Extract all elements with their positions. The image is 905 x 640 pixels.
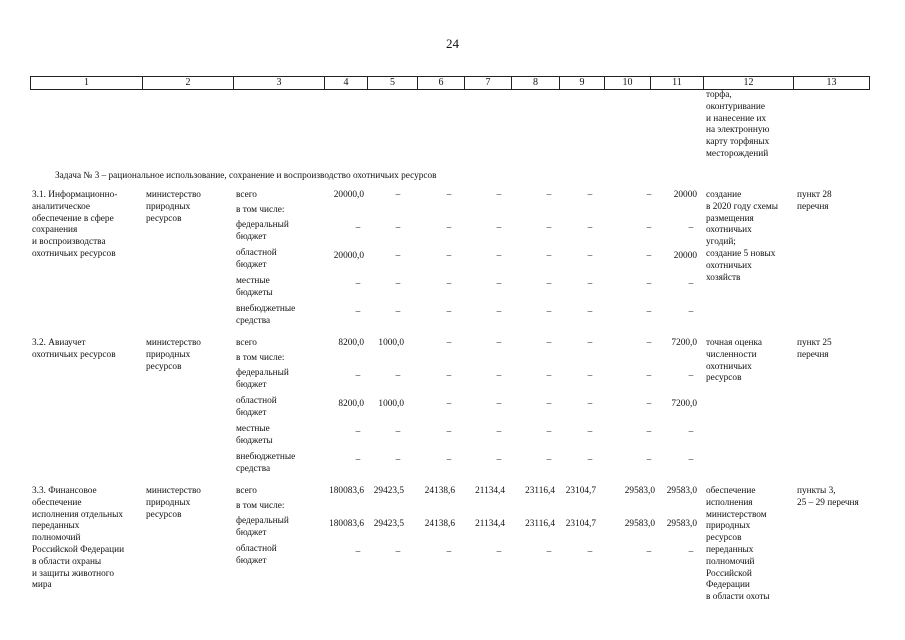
value-cell: – bbox=[646, 338, 652, 348]
section-reference: пункты 3, 25 – 29 перечня bbox=[797, 486, 859, 508]
value-cell: – bbox=[355, 455, 361, 465]
table-header bbox=[30, 76, 870, 90]
value-cell: – bbox=[646, 547, 652, 557]
value-cell: 20000,0 bbox=[333, 190, 364, 200]
value-cell: – bbox=[587, 399, 593, 409]
value-cell: – bbox=[646, 251, 652, 261]
section-name: 3.3. Финансовое обеспечение исполнения отдельных переданных полномочий Российской Федерации в области охраны и защиты животного мира bbox=[32, 486, 125, 591]
value-cell: 1000,0 bbox=[378, 338, 404, 348]
section-result: обеспечение исполнения министерством природных ресурсов переданных полномочий Российской Федерации в области охоты bbox=[706, 486, 770, 603]
row-label-extra: внебюджетные средства bbox=[236, 452, 296, 474]
value-cell: 29583,0 bbox=[624, 486, 655, 496]
value-cell: – bbox=[446, 427, 452, 437]
value-cell: – bbox=[688, 455, 694, 465]
row-label-local: местные бюджеты bbox=[236, 424, 273, 446]
value-cell: – bbox=[446, 338, 452, 348]
value-cell: – bbox=[546, 279, 552, 289]
value-cell: 20000 bbox=[673, 251, 697, 261]
value-cell: – bbox=[646, 399, 652, 409]
value-cell: – bbox=[688, 223, 694, 233]
value-cell: – bbox=[496, 279, 502, 289]
value-cell: – bbox=[646, 455, 652, 465]
value-cell: 24138,6 bbox=[424, 486, 455, 496]
row-label-including: в том числе: bbox=[236, 205, 285, 215]
value-cell: – bbox=[446, 455, 452, 465]
value-cell: 20000 bbox=[673, 190, 697, 200]
value-cell: – bbox=[587, 279, 593, 289]
value-cell: – bbox=[355, 427, 361, 437]
header-col-13: 13 bbox=[793, 77, 869, 89]
header-col-9: 9 bbox=[559, 77, 604, 89]
value-cell: – bbox=[496, 338, 502, 348]
value-cell: – bbox=[355, 223, 361, 233]
value-cell: – bbox=[646, 190, 652, 200]
row-label-regional: областной бюджет bbox=[236, 544, 277, 566]
value-cell: – bbox=[587, 251, 593, 261]
header-col-3: 3 bbox=[233, 77, 324, 89]
value-cell: – bbox=[688, 279, 694, 289]
header-col-1: 1 bbox=[84, 77, 89, 88]
header-col-4: 4 bbox=[324, 77, 367, 89]
header-col-11: 11 bbox=[650, 77, 703, 89]
value-cell: 23116,4 bbox=[525, 519, 555, 529]
section-name: 3.2. Авиаучет охотничьих ресурсов bbox=[32, 338, 116, 360]
value-cell: 1000,0 bbox=[378, 399, 404, 409]
header-col-10: 10 bbox=[604, 77, 650, 89]
value-cell: – bbox=[395, 190, 401, 200]
value-cell: 29583,0 bbox=[624, 519, 655, 529]
value-cell: – bbox=[646, 279, 652, 289]
continued-text: торфа, оконтуривание и нанесение их на электронную карту торфяных месторождений bbox=[706, 90, 770, 159]
header-col-6: 6 bbox=[417, 77, 464, 89]
row-label-federal: федеральный бюджет bbox=[236, 368, 289, 390]
section-reference: пункт 28 перечня bbox=[797, 190, 832, 212]
value-cell: – bbox=[546, 307, 552, 317]
value-cell: – bbox=[446, 223, 452, 233]
section-result: создание в 2020 году схемы размещения охотничьих угодий; создание 5 новых охотничьих хозяйств bbox=[706, 190, 778, 283]
value-cell: – bbox=[546, 455, 552, 465]
header-col-2: 2 bbox=[142, 77, 233, 89]
value-cell: 21134,4 bbox=[475, 486, 505, 496]
value-cell: – bbox=[688, 307, 694, 317]
value-cell: – bbox=[646, 307, 652, 317]
value-cell: – bbox=[688, 371, 694, 381]
value-cell: – bbox=[446, 190, 452, 200]
value-cell: – bbox=[587, 427, 593, 437]
value-cell: – bbox=[546, 223, 552, 233]
value-cell: – bbox=[496, 371, 502, 381]
task-title: Задача № 3 – рациональное использование, сохранение и воспроизводство охотничьих ресурсов bbox=[55, 171, 437, 181]
value-cell: – bbox=[496, 251, 502, 261]
section-executor: министерство природных ресурсов bbox=[146, 486, 201, 520]
value-cell: 8200,0 bbox=[338, 338, 364, 348]
value-cell: 29583,0 bbox=[666, 486, 697, 496]
value-cell: – bbox=[646, 223, 652, 233]
value-cell: 7200,0 bbox=[671, 338, 697, 348]
value-cell: – bbox=[395, 251, 401, 261]
value-cell: – bbox=[688, 427, 694, 437]
value-cell: – bbox=[496, 547, 502, 557]
value-cell: – bbox=[446, 279, 452, 289]
value-cell: – bbox=[546, 251, 552, 261]
value-cell: – bbox=[395, 223, 401, 233]
header-col-5: 5 bbox=[367, 77, 417, 89]
row-label-total: всего bbox=[236, 338, 257, 348]
value-cell: 180083,6 bbox=[329, 486, 364, 496]
value-cell: – bbox=[546, 371, 552, 381]
value-cell: 180083,6 bbox=[329, 519, 364, 529]
value-cell: – bbox=[546, 399, 552, 409]
row-label-regional: областной бюджет bbox=[236, 248, 277, 270]
value-cell: 29423,5 bbox=[373, 519, 404, 529]
row-label-total: всего bbox=[236, 486, 257, 496]
header-col-8: 8 bbox=[511, 77, 559, 89]
value-cell: 8200,0 bbox=[338, 399, 364, 409]
value-cell: 23104,7 bbox=[565, 486, 596, 496]
value-cell: – bbox=[395, 547, 401, 557]
value-cell: – bbox=[496, 223, 502, 233]
row-label-including: в том числе: bbox=[236, 501, 285, 511]
value-cell: – bbox=[496, 190, 502, 200]
value-cell: – bbox=[587, 307, 593, 317]
value-cell: 7200,0 bbox=[671, 399, 697, 409]
row-label-federal: федеральный бюджет bbox=[236, 516, 289, 538]
value-cell: – bbox=[395, 279, 401, 289]
value-cell: – bbox=[395, 307, 401, 317]
section-name: 3.1. Информационно- аналитическое обеспечение в сфере сохранения и воспроизводства охотничьих ресурсов bbox=[32, 190, 118, 259]
value-cell: – bbox=[646, 371, 652, 381]
value-cell: – bbox=[496, 455, 502, 465]
value-cell: 23104,7 bbox=[565, 519, 596, 529]
value-cell: – bbox=[395, 455, 401, 465]
value-cell: 29583,0 bbox=[666, 519, 697, 529]
value-cell: – bbox=[355, 547, 361, 557]
value-cell: – bbox=[446, 399, 452, 409]
value-cell: 20000,0 bbox=[333, 251, 364, 261]
section-result: точная оценка численности охотничьих ресурсов bbox=[706, 338, 762, 384]
page-number: 24 bbox=[446, 36, 459, 51]
header-col-7: 7 bbox=[464, 77, 511, 89]
value-cell: 29423,5 bbox=[373, 486, 404, 496]
value-cell: – bbox=[446, 251, 452, 261]
value-cell: – bbox=[496, 399, 502, 409]
value-cell: – bbox=[546, 427, 552, 437]
value-cell: – bbox=[688, 547, 694, 557]
value-cell: – bbox=[446, 547, 452, 557]
value-cell: – bbox=[587, 455, 593, 465]
value-cell: – bbox=[446, 307, 452, 317]
row-label-federal: федеральный бюджет bbox=[236, 220, 289, 242]
row-label-total: всего bbox=[236, 190, 257, 200]
value-cell: – bbox=[496, 427, 502, 437]
section-executor: министерство природных ресурсов bbox=[146, 190, 201, 224]
value-cell: – bbox=[546, 190, 552, 200]
header-col-12: 12 bbox=[703, 77, 793, 89]
value-cell: – bbox=[587, 190, 593, 200]
value-cell: – bbox=[587, 338, 593, 348]
section-executor: министерство природных ресурсов bbox=[146, 338, 201, 372]
value-cell: – bbox=[587, 371, 593, 381]
value-cell: 24138,6 bbox=[424, 519, 455, 529]
row-label-extra: внебюджетные средства bbox=[236, 304, 296, 326]
value-cell: – bbox=[646, 427, 652, 437]
value-cell: – bbox=[355, 279, 361, 289]
value-cell: – bbox=[446, 371, 452, 381]
value-cell: – bbox=[355, 371, 361, 381]
value-cell: 23116,4 bbox=[525, 486, 555, 496]
value-cell: – bbox=[546, 547, 552, 557]
value-cell: 21134,4 bbox=[475, 519, 505, 529]
value-cell: – bbox=[395, 371, 401, 381]
row-label-local: местные бюджеты bbox=[236, 276, 273, 298]
value-cell: – bbox=[496, 307, 502, 317]
row-label-including: в том числе: bbox=[236, 353, 285, 363]
value-cell: – bbox=[355, 307, 361, 317]
value-cell: – bbox=[587, 223, 593, 233]
value-cell: – bbox=[587, 547, 593, 557]
row-label-regional: областной бюджет bbox=[236, 396, 277, 418]
value-cell: – bbox=[546, 338, 552, 348]
value-cell: – bbox=[395, 427, 401, 437]
section-reference: пункт 25 перечня bbox=[797, 338, 832, 360]
